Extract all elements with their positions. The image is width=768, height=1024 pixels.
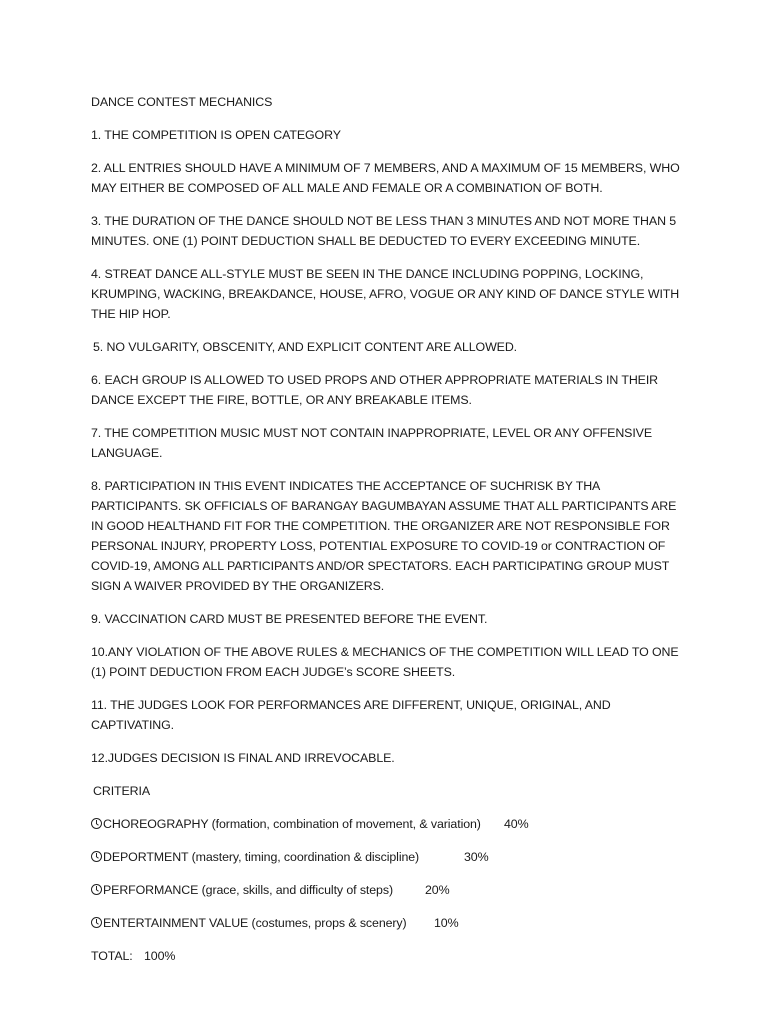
criteria-row-entertainment-value	[91, 913, 681, 933]
criteria-heading: CRITERIA	[93, 784, 151, 798]
clock-icon	[91, 818, 102, 829]
rule-item: 4. STREAT DANCE ALL-STYLE MUST BE SEEN IN THE DANCE INCLUDING POPPING, LOCKING, KRUMPING, WACKING, BREAKDANCE, HOUSE, AFRO, VOGUE OR ANY KIND OF DANCE STYLE WITH THE HIP HOP.	[91, 267, 680, 321]
criteria-name: DEPORTMENT	[103, 850, 189, 864]
criteria-name: CHOREOGRAPHY	[103, 817, 209, 831]
clock-icon	[91, 917, 102, 928]
document-body	[91, 92, 681, 966]
rule-item: 9. VACCINATION CARD MUST BE PRESENTED BEFORE THE EVENT.	[91, 612, 488, 626]
rule-item: 1. THE COMPETITION IS OPEN CATEGORY	[91, 128, 341, 142]
document-title: DANCE CONTEST MECHANICS	[91, 95, 273, 109]
criteria-detail: (costumes, props & scenery)	[248, 916, 407, 930]
rule-item: 8. PARTICIPATION IN THIS EVENT INDICATES THE ACCEPTANCE OF SUCHRISK BY THA PARTICIPANTS. SK OFFICIALS OF BARANGAY BAGUMBAYAN ASSUME THAT ALL PARTICIPANTS ARE IN GOOD HEALTHAND FIT FOR THE COMPETITION. THE ORGANIZER ARE NOT RESPONSIBLE FOR PERSONAL INJURY, PROPERTY LOSS, POTENTIAL EXPOSURE TO COVID-19 or CONTRACTION OF COVID-19, AMONG ALL PARTICIPANTS AND/OR SPECTATORS. EACH PARTICIPATING GROUP MUST SIGN A WAIVER PROVIDED BY THE ORGANIZERS.	[91, 479, 677, 593]
rule-item: 6. EACH GROUP IS ALLOWED TO USED PROPS AND OTHER APPROPRIATE MATERIALS IN THEIR DANCE EXCEPT THE FIRE, BOTTLE, OR ANY BREAKABLE ITEMS.	[91, 373, 659, 407]
total-row	[91, 946, 681, 966]
criteria-percent: 10%	[434, 916, 459, 930]
criteria-name: PERFORMANCE	[103, 883, 199, 897]
rule-item: 3. THE DURATION OF THE DANCE SHOULD NOT BE LESS THAN 3 MINUTES AND NOT MORE THAN 5 MINUTES. ONE (1) POINT DEDUCTION SHALL BE DEDUCTED TO EVERY EXCEEDING MINUTE.	[91, 214, 677, 248]
rule-item: 11. THE JUDGES LOOK FOR PERFORMANCES ARE DIFFERENT, UNIQUE, ORIGINAL, AND CAPTIVATING.	[91, 698, 611, 732]
criteria-percent: 20%	[425, 883, 450, 897]
clock-icon	[91, 851, 102, 862]
criteria-detail: (mastery, timing, coordination & discipline)	[188, 850, 420, 864]
criteria-detail: (formation, combination of movement, & variation)	[208, 817, 481, 831]
rule-item: 10.ANY VIOLATION OF THE ABOVE RULES & MECHANICS OF THE COMPETITION WILL LEAD TO ONE (1) POINT DEDUCTION FROM EACH JUDGE’s SCORE SHEETS.	[91, 645, 679, 679]
criteria-percent: 40%	[504, 817, 529, 831]
criteria-row-choreography	[91, 814, 681, 834]
total-label: TOTAL:	[91, 949, 133, 963]
criteria-name: ENTERTAINMENT VALUE	[103, 916, 249, 930]
clock-icon	[91, 884, 102, 895]
criteria-row-deportment	[91, 847, 681, 867]
rule-item: 2. ALL ENTRIES SHOULD HAVE A MINIMUM OF 7 MEMBERS, AND A MAXIMUM OF 15 MEMBERS, WHO MAY EITHER BE COMPOSED OF ALL MALE AND FEMALE OR A COMBINATION OF BOTH.	[91, 161, 680, 195]
rule-item: 5. NO VULGARITY, OBSCENITY, AND EXPLICIT CONTENT ARE ALLOWED.	[93, 340, 518, 354]
rule-item: 12.JUDGES DECISION IS FINAL AND IRREVOCABLE.	[91, 751, 395, 765]
total-value: 100%	[144, 949, 176, 963]
criteria-percent: 30%	[464, 850, 489, 864]
criteria-detail: (grace, skills, and difficulty of steps)	[198, 883, 393, 897]
criteria-row-performance	[91, 880, 681, 900]
rule-item: 7. THE COMPETITION MUSIC MUST NOT CONTAIN INAPPROPRIATE, LEVEL OR ANY OFFENSIVE LANGUAGE.	[91, 426, 653, 460]
